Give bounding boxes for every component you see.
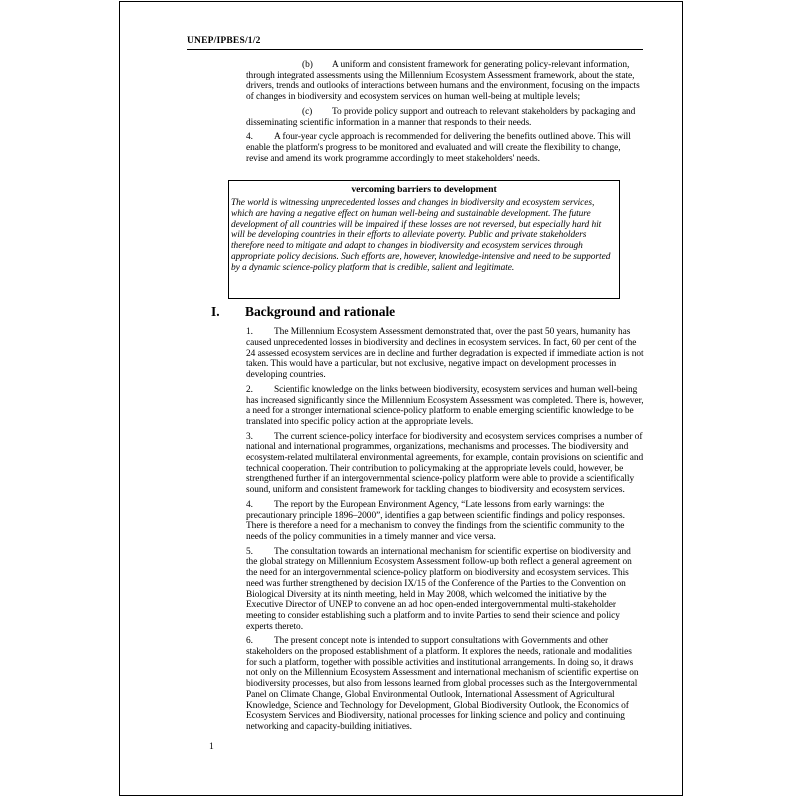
paragraph-3-text: The current science-policy interface for biodiversity and ecosystem services comprises a number of national and international programmes, organizations, mechanisms and processes. The biodiversity and ecosystem-related multilateral environmental agreements, for example, contain provisions on scientific and technical cooperation. Their contribution to policymaking at the appropriate levels could, however, be strengthened further if an intergovernmental science-policy platform were able to provide a scientifically sound, uniform and consistent framework for tackling changes to biodiversity and ecosystem services. [246,431,644,496]
section-numeral: I. [211,304,220,320]
paragraph-2 [246,385,644,428]
subparagraph-c-text: To provide policy support and outreach to relevant stakeholders by packaging and disseminating scientific information in a manner that responds to their needs. [246,106,636,128]
section-heading [211,304,644,320]
document-content [211,60,644,737]
paragraph-3 [246,432,644,496]
document-page [119,1,683,796]
callout-box [228,180,620,299]
paragraph-4-number: 4. [246,499,253,510]
paragraph-4-top [246,132,644,164]
paragraph-3-number: 3. [246,431,253,442]
paragraph-4-top-text: A four-year cycle approach is recommended for delivering the benefits outlined above. This will enable the platform's progress to be monitored and evaluated and will create the flexibility to change, revise and amend its work programme accordingly to meet stakeholders' needs. [246,132,631,164]
paragraph-1-text: The Millennium Ecosystem Assessment demonstrated that, over the past 50 years, humanity has caused unprecedented losses in biodiversity and declines in ecosystem services. In fact, 60 per cent of the 24 assessed ecosystem services are in decline and further degradation is expected if immediate action is not taken. This would have a particular, but not exclusive, negative impact on development processes in developing countries. [246,327,644,381]
paragraph-6-number: 6. [246,636,253,647]
paragraph-2-text: Scientific knowledge on the links between biodiversity, ecosystem services and human well-being has increased significantly since the Millennium Ecosystem Assessment was completed. There is, however, a need for a stronger international science-policy platform to enable emerging scientific knowledge to be translated into specific policy action at the appropriate levels. [246,384,644,427]
paragraph-1-number: 1. [246,327,253,338]
document-symbol: UNEP/IPBES/1/2 [187,36,261,46]
subparagraph-b-label: (b) [302,60,313,70]
paragraph-5-text: The consultation towards an international mechanism for scientific expertise on biodiversity and the global strategy on Millennium Ecosystem Assessment follow-up both reflect a general agreement on the need for an intergovernmental science-policy platform on biodiversity and ecosystem services. This need was further strengthened by decision IX/15 of the Conference of the Parties to the Convention on Biological Diversity at its ninth meeting, held in May 2008, which welcomed the initiative by the Executive Director of UNEP to convene an ad hoc open-ended intergovernmental multi-stakeholder meeting to consider establishing such a platform and to invite Parties to send their science and policy experts thereto. [246,546,632,632]
paragraph-2-number: 2. [246,384,253,395]
callout-box-title: vercoming barriers to development [351,184,497,196]
section-title: Background and rationale [245,304,396,320]
paragraph-6 [246,636,644,732]
subparagraph-b [246,60,644,103]
paragraph-4 [246,500,644,543]
paragraph-4-text: The report by the European Environment Agency, “Late lessons from early warnings: the precautionary principle 1896–2000”, identifies a gap between scientific findings and policy responses. There is therefore a need for a mechanism to convey the findings from the scientific community to the needs of the policy communities in a timely manner and vice versa. [246,499,625,542]
header-rule [187,49,643,50]
paragraph-5-number: 5. [246,546,253,557]
paragraph-4-top-number: 4. [246,132,253,143]
subparagraph-c-label: (c) [302,106,313,117]
paragraph-5 [246,547,644,633]
callout-box-body: The world is witnessing unprecedented losses and changes in biodiversity and ecosystem services, which are having a negative effect on human well-being and sustainable development. The future development of all countries will be impaired if these losses are not reversed, but especially hard hit will be developing countries in their efforts to alleviate poverty. Public and private stakeholders therefore need to mitigate and adapt to changes in biodiversity and ecosystem services through appropriate policy decisions. Such efforts are, however, knowledge-intensive and need to be supported by a dynamic science-policy platform that is credible, salient and legitimate. [231,198,611,273]
subparagraph-c [246,107,644,128]
paragraph-1 [246,327,644,381]
paragraph-6-text: The present concept note is intended to support consultations with Governments and other stakeholders on the proposed establishment of a platform. It explores the needs, rationale and modalities for such a platform, together with possible activities and institutional arrangements. In doing so, it draws not only on the Millennium Ecosystem Assessment and international mechanism of scientific expertise on biodiversity processes, but also from lessons learned from global processes such as the Intergovernmental Panel on Climate Change, Global Environmental Outlook, International Assessment of Agricultural Knowledge, Science and Technology for Development, Global Biodiversity Outlook, the Economics of Ecosystem Services and Biodiversity, national processes for linking science and policy and continuing networking and capacity-building initiatives. [246,636,639,732]
subparagraph-b-text: A uniform and consistent framework for generating policy-relevant information, through integrated assessments using the Millennium Ecosystem Assessment framework, about the state, drivers, trends and outlooks of interactions between humans and the environment, focusing on the impacts of changes in biodiversity and ecosystem services on human well-being at multiple levels; [246,60,640,103]
page-number: 1 [209,742,214,752]
